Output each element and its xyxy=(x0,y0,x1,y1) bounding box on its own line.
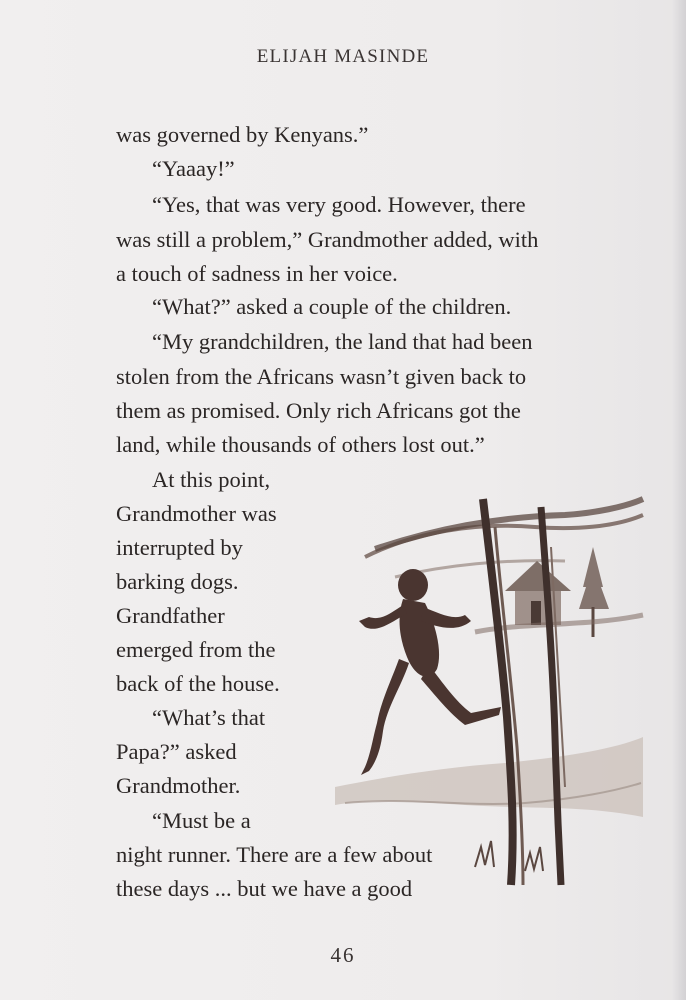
night-runner-illustration xyxy=(325,487,650,892)
text-line: Papa?” asked xyxy=(116,739,237,764)
text-line: At this point, xyxy=(152,467,271,492)
text-line: Grandmother was xyxy=(116,501,277,526)
text-line: these days ... but we have a good xyxy=(116,876,413,901)
text-line: Grandfather xyxy=(116,603,225,628)
text-line: night runner. There are a few about xyxy=(116,842,433,867)
text-line: stolen from the Africans wasn’t given back to xyxy=(116,364,527,389)
text-line: “My grandchildren, the land that had been xyxy=(152,329,533,354)
text-line: “Must be a xyxy=(152,808,251,833)
text-line: a touch of sadness in her voice. xyxy=(116,261,398,286)
running-head: ELIJAH MASINDE xyxy=(256,46,430,67)
text-line: “What’s that xyxy=(152,705,266,730)
text-line: was governed by Kenyans.” xyxy=(116,122,369,147)
text-line: barking dogs. xyxy=(116,569,239,594)
page-number: 46 xyxy=(330,943,356,967)
text-line: land, while thousands of others lost out.” xyxy=(116,432,485,457)
text-line: “Yes, that was very good. However, there xyxy=(152,192,526,217)
text-line: emerged from the xyxy=(116,637,276,662)
text-line: “Yaaay!” xyxy=(152,156,235,181)
text-line: them as promised. Only rich Africans got the xyxy=(116,398,521,423)
text-line: “What?” asked a couple of the children. xyxy=(152,294,512,319)
text-line: was still a problem,” Grandmother added, with xyxy=(116,227,539,252)
text-line: back of the house. xyxy=(116,671,280,696)
text-line: Grandmother. xyxy=(116,773,241,798)
text-line: interrupted by xyxy=(116,535,243,560)
